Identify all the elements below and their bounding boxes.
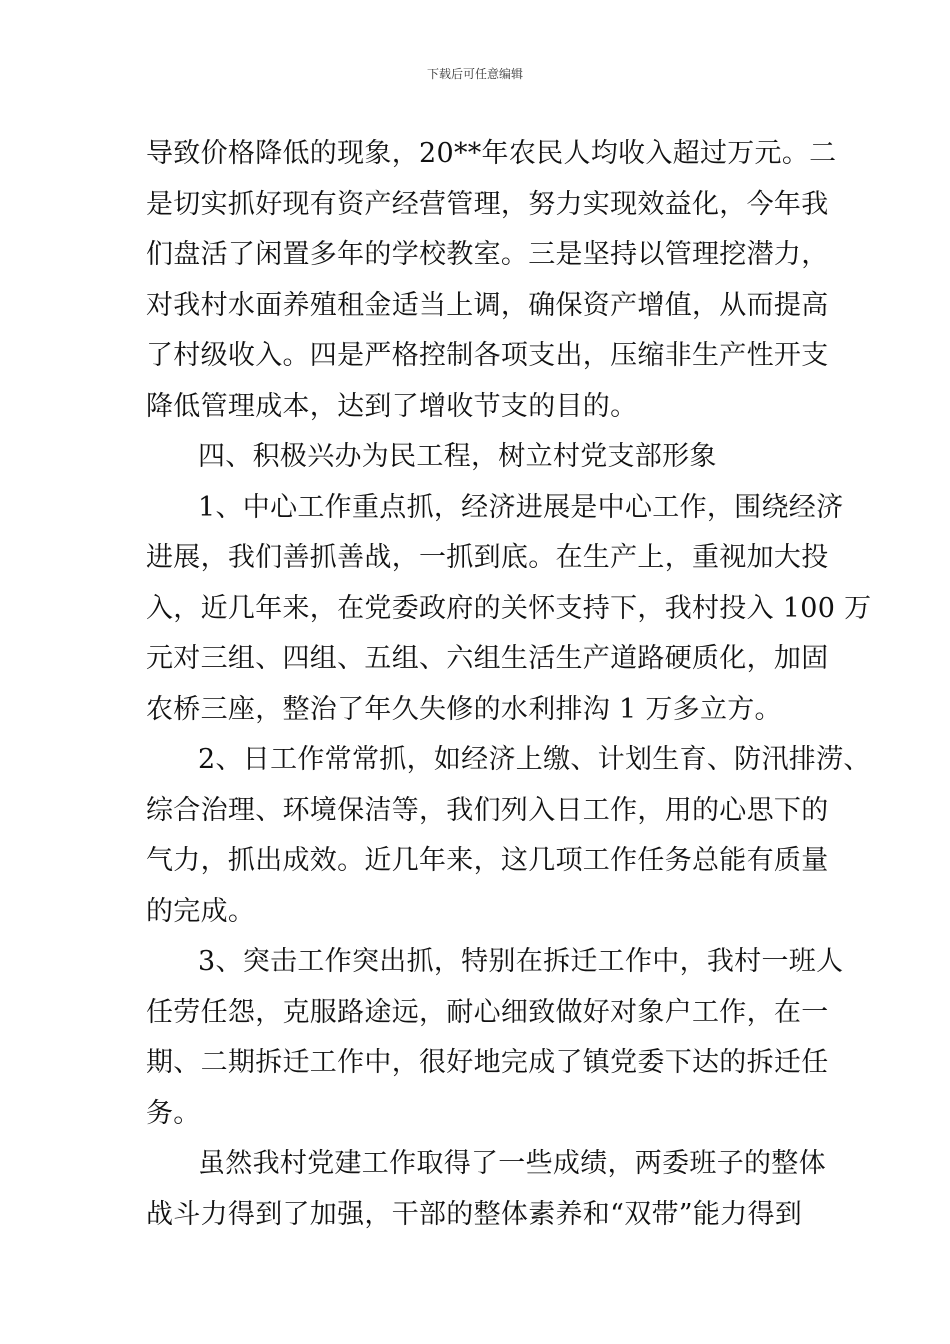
text-line: 是切实抓好现有资产经营管理，努力实现效益化，今年我: [146, 188, 829, 220]
text-line: 任劳任怨，克服路途远，耐心细致做好对象户工作，在一: [146, 996, 829, 1028]
text-line: 对我村水面养殖租金适当上调，确保资产增值，从而提高: [146, 289, 829, 321]
text-line: 综合治理、环境保洁等，我们列入日工作，用的心思下的: [146, 794, 829, 826]
text-line: 入，近几年来，在党委政府的关怀支持下，我村投入 100 万: [146, 592, 872, 624]
text-line: 战斗力得到了加强，干部的整体素养和“双带”能力得到: [146, 1198, 803, 1230]
text-line: 期、二期拆迁工作中，很好地完成了镇党委下达的拆迁任: [146, 1047, 829, 1078]
text-line: 降低管理成本，达到了增收节支的目的。: [146, 390, 638, 422]
page-header: 下载后可任意编辑: [426, 67, 523, 81]
text-line: 2、日工作常常抓，如经济上缴、计划生育、防汛排涝、: [198, 744, 871, 775]
body-text: [146, 129, 872, 1240]
text-line: 元对三组、四组、五组、六组生活生产道路硬质化，加固: [146, 643, 829, 674]
text-line: 进展，我们善抓善战，一抓到底。在生产上，重视加大投: [146, 542, 829, 573]
text-line: 四、积极兴办为民工程，树立村党支部形象: [198, 441, 717, 472]
text-line: 3、突击工作突出抓，特别在拆迁工作中，我村一班人: [198, 946, 844, 977]
text-line: 们盘活了闲置多年的学校教室。三是坚持以管理挖潜力，: [146, 239, 829, 270]
text-line: 务。: [146, 1097, 201, 1129]
text-line: 气力，抓出成效。近几年来，这几项工作任务总能有质量: [146, 845, 829, 876]
text-line: 1、中心工作重点抓，经济进展是中心工作，围绕经济: [198, 491, 844, 523]
text-line: 农桥三座，整治了年久失修的水利排沟 1 万多立方。: [146, 693, 782, 725]
text-line: 导致价格降低的现象，20**年农民人均收入超过万元。二: [146, 138, 837, 169]
text-line: 虽然我村党建工作取得了一些成绩，两委班子的整体: [198, 1148, 826, 1179]
text-line: 了村级收入。四是严格控制各项支出，压缩非生产性开支: [146, 340, 829, 371]
text-line: 的完成。: [146, 895, 256, 927]
